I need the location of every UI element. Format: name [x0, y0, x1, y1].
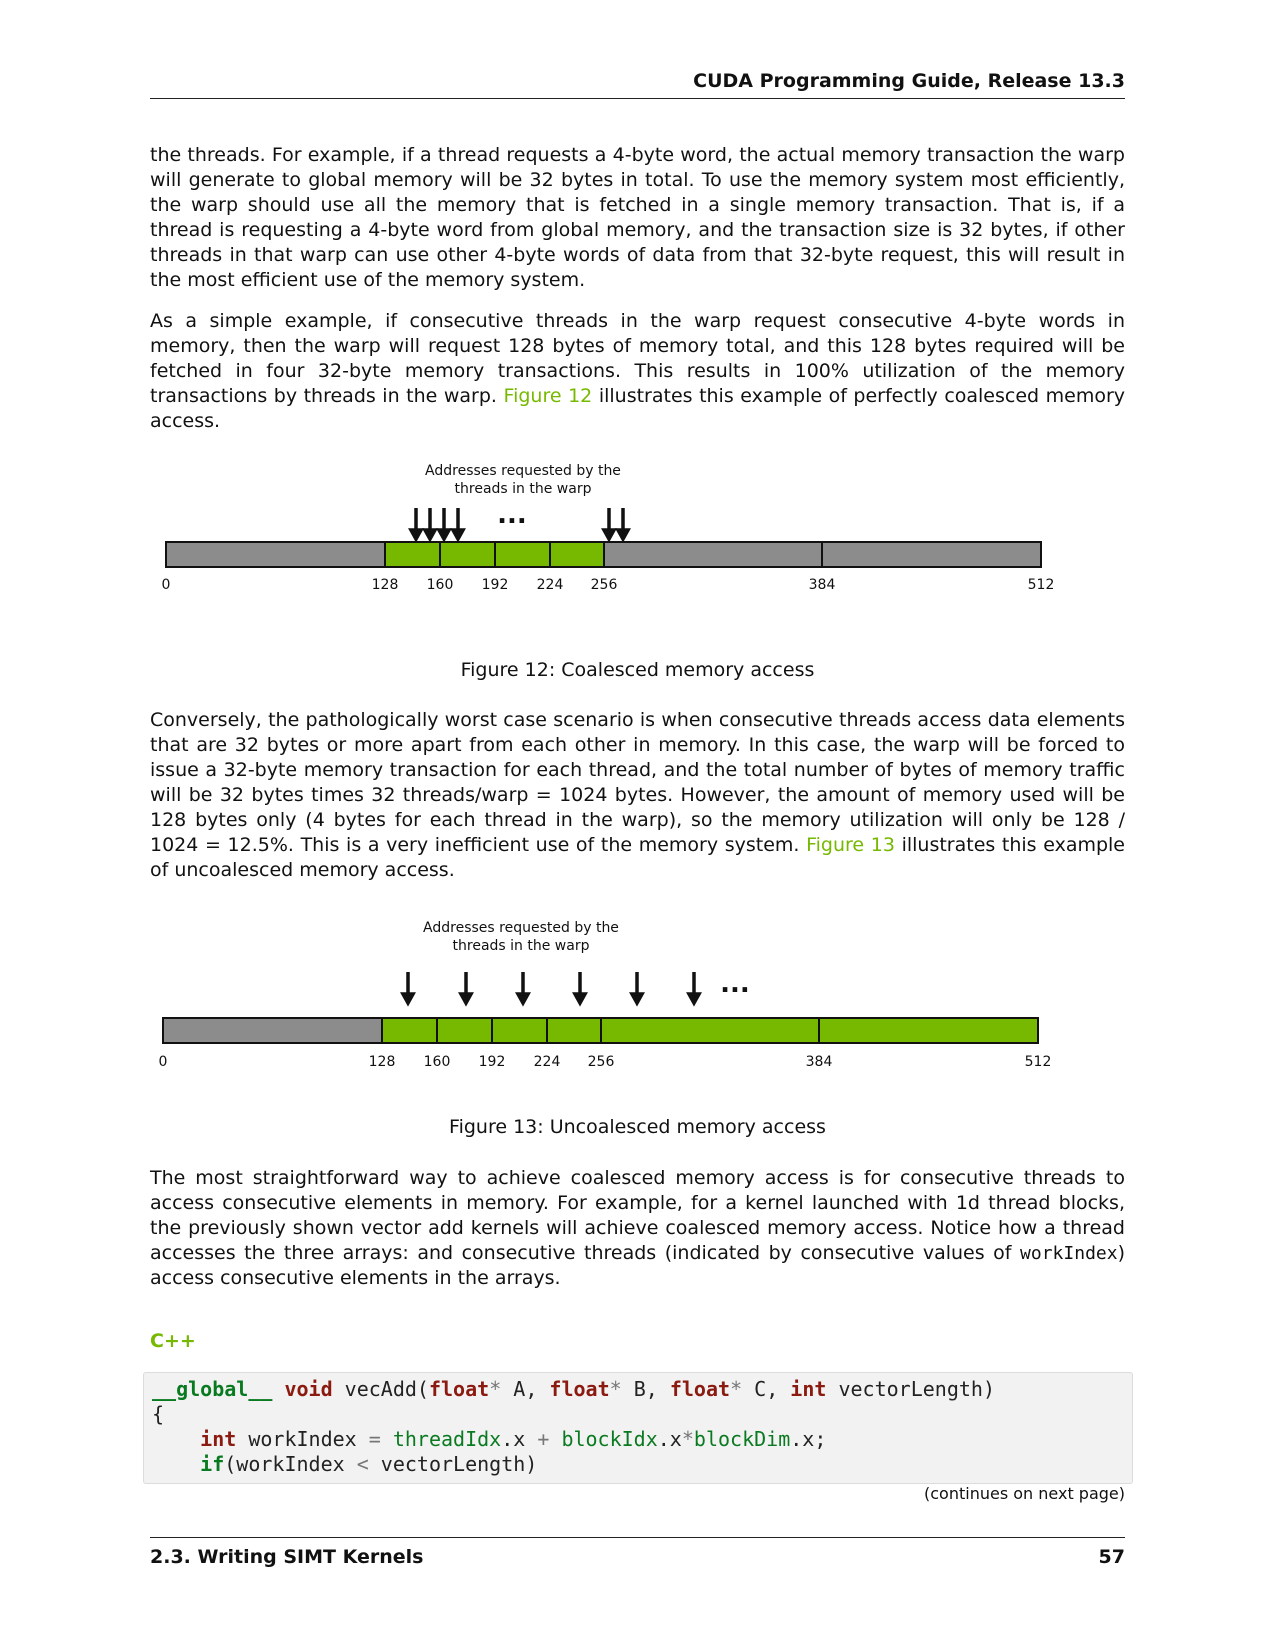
arrow-icon	[518, 994, 528, 1003]
code-token	[381, 1427, 393, 1451]
paragraph-3	[150, 708, 1125, 883]
code-token: threadIdx	[392, 1427, 502, 1451]
paragraph-3-text: Conversely, the pathologically worst case scenario is when consecutive threads access data elements that are 32 bytes or more apart from each other in memory. In this case, the warp will be forced to issue a 32-byte memory transaction for each thread, and the total number of bytes of memory traffic will be 32 bytes times 32 threads/warp = 1024 bytes. However, the amount of memory used will be 128 bytes only (4 bytes for each thread in the warp), so the memory utilization will only be 128 / 1024 = 12.5%. This is a very inefficient use of the memory system.	[150, 709, 1125, 856]
tick-label: 384	[808, 577, 836, 593]
code-token: *	[489, 1377, 502, 1401]
arrow-icon	[575, 994, 585, 1003]
figure-12-ellipsis: ...	[497, 500, 527, 530]
arrow-icon	[439, 530, 449, 539]
tick-label: 512	[1027, 577, 1055, 593]
arrow-icon	[632, 994, 642, 1003]
code-token: int	[790, 1377, 827, 1401]
code-token	[152, 1427, 200, 1451]
tick-label: 0	[158, 1054, 168, 1070]
arrow-icon	[403, 994, 413, 1003]
tick-label: 512	[1024, 1054, 1052, 1070]
figure-12-label-line1: Addresses requested by the	[425, 463, 621, 479]
code-token: float	[428, 1377, 490, 1401]
tick-label: 0	[161, 577, 171, 593]
code-token	[549, 1427, 561, 1451]
code-token: if	[200, 1452, 225, 1476]
continues-note: (continues on next page)	[924, 1484, 1125, 1503]
code-token: .x	[657, 1427, 682, 1451]
figure-13-caption: Figure 13: Uncoalesced memory access	[449, 1116, 826, 1138]
code-token: vectorLength)	[368, 1452, 538, 1476]
figure-13-link[interactable]: Figure 13	[806, 834, 895, 856]
memory-segment-128-160	[385, 542, 440, 567]
code-token: =	[368, 1427, 381, 1451]
code-token: int	[200, 1427, 237, 1451]
memory-segment-224-256	[547, 1018, 601, 1043]
paragraph-2	[150, 309, 1125, 434]
code-token: +	[537, 1427, 550, 1451]
tick-label: 224	[533, 1054, 561, 1070]
arrow-icon	[604, 530, 614, 539]
memory-segment-192-224	[492, 1018, 547, 1043]
memory-segment-128-160	[382, 1018, 437, 1043]
paragraph-4-text: The most straightforward way to achieve coalesced memory access is for consecutive threads to access consecutive elements in memory. For example, for a kernel launched with 1d thread blocks, the previously shown vector add kernels will achieve coalesced memory access. Notice how a thread accesses the three arrays: and consecutive threads (indicated by consecutive values of	[150, 1167, 1125, 1264]
code-token: blockIdx	[561, 1427, 658, 1451]
code-token: (workIndex	[224, 1452, 357, 1476]
code-language-tab[interactable]: C++	[150, 1330, 196, 1352]
inline-code-workindex: workIndex	[1020, 1243, 1118, 1264]
code-token: *	[730, 1377, 743, 1401]
code-token: A,	[501, 1377, 550, 1401]
code-token: B,	[621, 1377, 670, 1401]
arrow-icon	[461, 994, 471, 1003]
code-token: .x	[501, 1427, 538, 1451]
code-token: *	[609, 1377, 622, 1401]
page-header	[150, 66, 1125, 99]
figure-13-arrows	[403, 972, 699, 1003]
memory-segment-256-384	[601, 1018, 819, 1043]
memory-segment-160-192	[440, 542, 495, 567]
arrow-icon	[689, 994, 699, 1003]
memory-segment-160-192	[437, 1018, 492, 1043]
arrow-icon	[453, 530, 463, 539]
figure-12	[150, 455, 1125, 615]
memory-segment-192-224	[495, 542, 550, 567]
tick-label: 160	[423, 1054, 451, 1070]
figure-13-label-line1: Addresses requested by the	[423, 920, 619, 936]
arrow-icon	[411, 530, 421, 539]
document-title: CUDA Programming Guide, Release 13.3	[693, 70, 1125, 92]
code-token: __global__	[152, 1377, 273, 1401]
page-number: 57	[1098, 1546, 1125, 1568]
tick-label: 128	[371, 577, 399, 593]
memory-segment-384-512	[819, 1018, 1038, 1043]
figure-13-ellipsis: ...	[720, 969, 750, 999]
code-content	[144, 1373, 1132, 1477]
code-token: {	[152, 1402, 165, 1426]
tick-label: 192	[478, 1054, 506, 1070]
tick-label: 256	[590, 577, 618, 593]
tick-label: 192	[481, 577, 509, 593]
page-footer	[150, 1537, 1125, 1568]
code-token: *	[681, 1427, 694, 1451]
paragraph-3-text-end: illustrates this example of uncoalesced memory access.	[150, 834, 1125, 881]
code-token: C,	[742, 1377, 791, 1401]
tick-label: 384	[805, 1054, 833, 1070]
arrow-icon	[618, 530, 628, 539]
figure-13-label-line2: threads in the warp	[452, 938, 590, 954]
figure-12-label-line2: threads in the warp	[454, 481, 592, 497]
memory-segment-0-128	[166, 542, 385, 567]
paragraph-2-text-end: illustrates this example of perfectly coalesced memory access.	[150, 385, 1126, 432]
paragraph-1: the threads. For example, if a thread requests a 4-byte word, the actual memory transaction the warp will generate to global memory will be 32 bytes in total. To use the memory system most efficiently, the warp should use all the memory that is fetched in a single memory transaction. That is, if a thread is requesting a 4-byte word from global memory, and the transaction size is 32 bytes, if other threads in that warp can use other 4-byte words of data from that 32-byte request, this will result in the most efficient use of the memory system.	[150, 144, 1125, 291]
code-token: workIndex	[236, 1427, 369, 1451]
code-token: vecAdd(	[332, 1377, 429, 1401]
code-token: blockDim	[693, 1427, 791, 1451]
code-token: vectorLength)	[826, 1377, 995, 1401]
paragraph-4-text-end: ) access consecutive elements in the arrays.	[150, 1242, 1126, 1289]
footer-section-title: 2.3. Writing SIMT Kernels	[150, 1546, 424, 1568]
tick-label: 224	[536, 577, 564, 593]
figure-12-caption: Figure 12: Coalesced memory access	[460, 659, 815, 681]
paragraph-4	[150, 1166, 1125, 1291]
memory-segment-224-256	[550, 542, 604, 567]
code-token: <	[356, 1452, 369, 1476]
code-token	[152, 1452, 200, 1476]
code-token: float	[549, 1377, 610, 1401]
memory-segment-384-512	[822, 542, 1041, 567]
code-token: void	[284, 1377, 333, 1401]
memory-segment-0-128	[163, 1018, 382, 1043]
tick-label: 160	[426, 577, 454, 593]
memory-segment-256-384	[604, 542, 822, 567]
figure-13	[150, 912, 1125, 1072]
code-token: float	[669, 1377, 731, 1401]
tick-label: 256	[587, 1054, 615, 1070]
arrow-icon	[425, 530, 435, 539]
tick-label: 128	[368, 1054, 396, 1070]
figure-12-link[interactable]: Figure 12	[503, 385, 593, 407]
code-token: .x;	[790, 1427, 827, 1451]
code-block[interactable]	[143, 1372, 1133, 1484]
paragraph-2-text: As a simple example, if consecutive threads in the warp request consecutive 4-byte words in memory, then the warp will request 128 bytes of memory total, and this 128 bytes required will be fetched in four 32-byte memory transactions. This results in 100% utilization of the memory transactions by threads in the warp.	[150, 310, 1125, 407]
